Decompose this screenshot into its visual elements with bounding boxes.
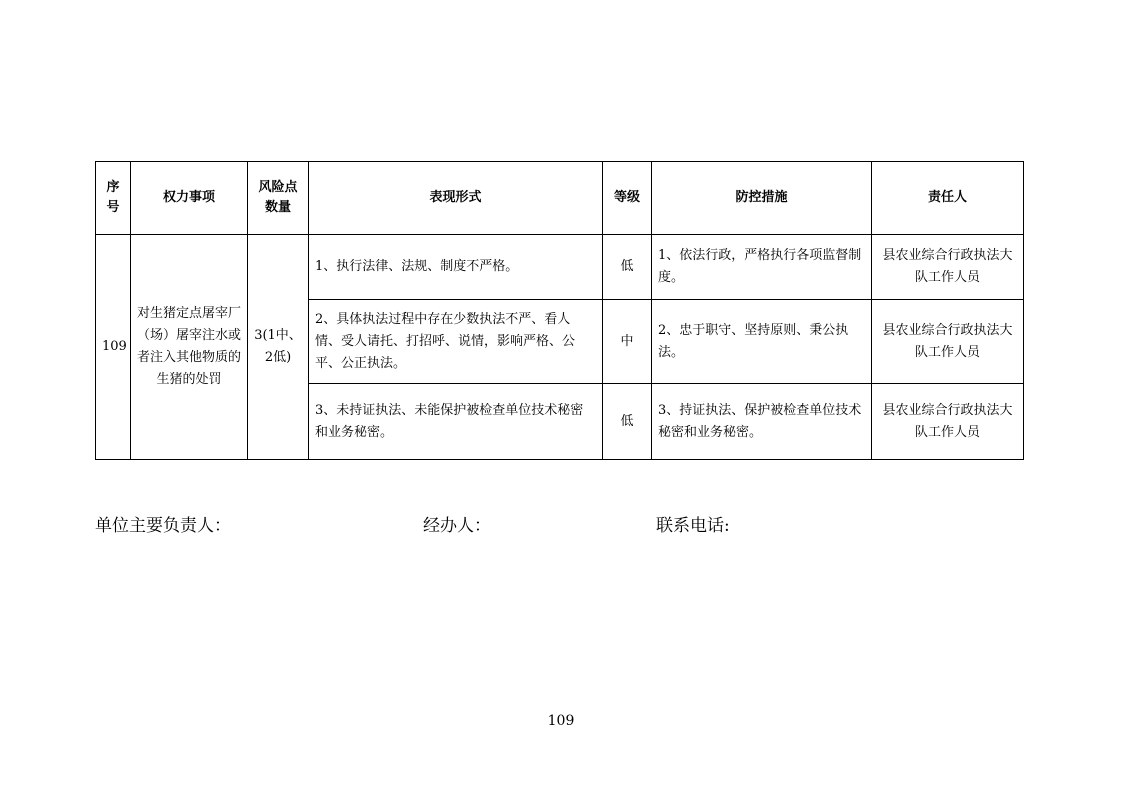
header-measures: 防控措施 xyxy=(652,162,872,235)
header-level: 等级 xyxy=(603,162,652,235)
page-number: 109 xyxy=(547,713,575,729)
risk-form-cell: 3、未持证执法、未能保护被检查单位技术秘密和业务秘密。 xyxy=(309,384,603,460)
header-matter: 权力事项 xyxy=(131,162,248,235)
header-risk-count: 风险点数量 xyxy=(248,162,309,235)
record-no: 109 xyxy=(96,235,131,460)
risk-responsible-cell: 县农业综合行政执法大队工作人员 xyxy=(872,300,1024,384)
risk-measures-cell: 1、依法行政，严格执行各项监督制度。 xyxy=(652,235,872,300)
risk-form-cell: 1、执行法律、法规、制度不严格。 xyxy=(309,235,603,300)
risk-measures-cell: 3、持证执法、保护被检查单位技术秘密和业务秘密。 xyxy=(652,384,872,460)
table-header-row xyxy=(96,162,1024,235)
handler-signature-label: 经办人： xyxy=(423,516,491,536)
risk-level-cell: 低 xyxy=(603,235,652,300)
risk-table xyxy=(95,161,1024,460)
header-responsible: 责任人 xyxy=(872,162,1024,235)
record-risk-count: 3(1中、2低) xyxy=(248,235,309,460)
risk-form-cell: 2、具体执法过程中存在少数执法不严、看人情、受人请托、打招呼、说情，影响严格、公平、公正执法。 xyxy=(309,300,603,384)
header-form: 表现形式 xyxy=(309,162,603,235)
risk-level-cell: 低 xyxy=(603,384,652,460)
table-row xyxy=(96,235,1024,300)
risk-responsible-cell: 县农业综合行政执法大队工作人员 xyxy=(872,235,1024,300)
risk-level-cell: 中 xyxy=(603,300,652,384)
unit-head-signature-label: 单位主要负责人： xyxy=(95,516,231,536)
header-no: 序号 xyxy=(96,162,131,235)
risk-measures-cell: 2、忠于职守、坚持原则、秉公执法。 xyxy=(652,300,872,384)
risk-responsible-cell: 县农业综合行政执法大队工作人员 xyxy=(872,384,1024,460)
record-matter: 对生猪定点屠宰厂（场）屠宰注水或者注入其他物质的生猪的处罚 xyxy=(131,235,248,460)
phone-label: 联系电话: xyxy=(656,516,730,536)
